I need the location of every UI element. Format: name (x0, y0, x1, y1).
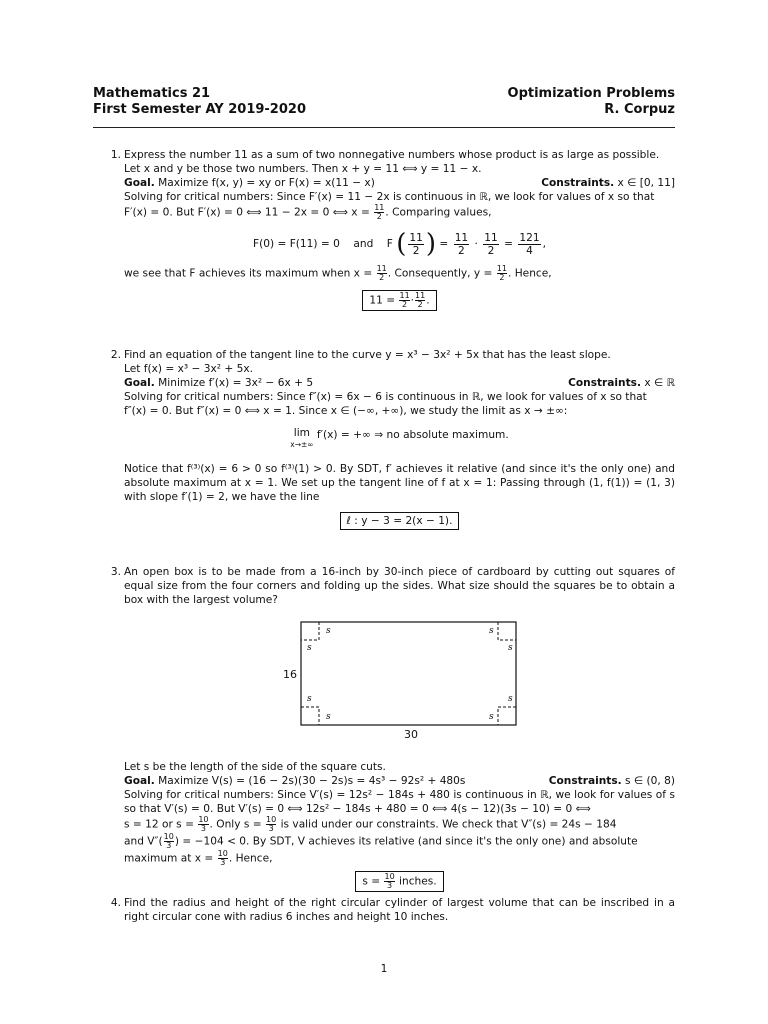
solving-line: Solving for critical numbers: Since F′(x) = 11 − 2x is continuous in ℝ, we look for values of x so that (124, 191, 655, 203)
problem-number: 3. (110, 566, 121, 578)
constraints-text: x ∈ ℝ (644, 377, 675, 389)
constraints-label: Constraints. (541, 177, 615, 189)
goal-text: Maximize V(s) = (16 − 2s)(30 − 2s)s = 4s³ − 92s² + 480s (158, 775, 466, 787)
goal-row (124, 176, 675, 190)
solving-line-3: and V″( $\frac{10}{3}$ ) = −104 < 0. By SDT, V achieves its relative (and since it's the only one) and absolute (124, 832, 638, 850)
corner-label: s (489, 626, 494, 636)
solving-text: . Comparing values, (385, 206, 492, 219)
solving-line-2 (124, 204, 675, 221)
problem-1 (107, 148, 675, 311)
solving-line: Solving for critical numbers: Since V′(s) = 12s² − 184s + 480 is continuous in ℝ, we look for values of s so that V′(s) = 0. But V′(s) = 0 ⟺ 12s² − 184s + 480 = 0 ⟺ 4(s − 12)(3s − 10) = 0 ⟺ (124, 789, 675, 815)
problem-number: 2. (110, 349, 121, 361)
problem-number: 1. (110, 149, 121, 161)
cardboard-diagram (280, 616, 540, 746)
solving-line-2: f″(x) = 0. But f″(x) = 0 ⟺ x = 1. Since x ∈ (−∞, +∞), we study the limit as x → ±∞: (124, 405, 568, 417)
display-limit: lim x→±∞ f′(x) = +∞ ⇒ no absolute maximum. (290, 427, 509, 449)
corner-label: s (307, 643, 312, 653)
notice-paragraph: Notice that f⁽³⁾(x) = 6 > 0 so f⁽³⁾(1) > 0. By SDT, f′ achieves it relative (and since it's the only one) and absolute maximum at x = 1. We set up the tangent line of f at x = 1: Passing through (1, f(1)) = (1, 3) with slope f′(1) = 2, we have the line (124, 463, 675, 503)
author: R. Corpuz (604, 102, 675, 117)
problem-statement: Express the number 11 as a sum of two nonnegative numbers whose product is as large as possible. (124, 149, 660, 161)
corner-label: s (307, 694, 312, 704)
goal-text: Minimize f′(x) = 3x² − 6x + 5 (158, 377, 314, 389)
problem-3 (107, 565, 675, 607)
problem-statement: An open box is to be made from a 16-inch by 30-inch piece of cardboard by cutting out squares of equal size from the four corners and folding up the sides. What size should the squares be to obtain a box with the largest volume? (124, 566, 675, 606)
constraints-text: x ∈ [0, 11] (617, 177, 675, 189)
goal-row (124, 376, 675, 390)
conclusion: we see that F achieves its maximum when x = $\frac{11}{2}$ . Consequently, y = $\frac{11}{2}$ . Hence, (124, 264, 552, 282)
fraction: $\frac{11}{2}$ (374, 203, 385, 221)
let-line: Let x and y be those two numbers. Then x + y = 11 ⟺ y = 11 − x. (124, 163, 482, 175)
solving-text: F′(x) = 0. But F′(x) = 0 ⟺ 11 − 2x = 0 ⟺ x = (124, 206, 370, 219)
side-label: 16 (283, 668, 297, 681)
problem-3-solution (107, 760, 675, 892)
equation-part: F(0) = F(11) = 0 (252, 238, 340, 250)
problem-2 (107, 348, 675, 530)
problem-4 (107, 896, 675, 924)
fraction: $\frac{11}{2}$ (409, 231, 423, 257)
fraction: $\frac{11}{2}$ (454, 231, 469, 257)
problem-statement: Find an equation of the tangent line to the curve y = x³ − 3x² + 5x that has the least slope. (124, 349, 611, 361)
goal-label: Goal. (124, 177, 155, 189)
solving-line-4: maximum at x = $\frac{10}{3}$ . Hence, (124, 849, 273, 867)
topic-title: Optimization Problems (507, 86, 675, 101)
corner-label: s (326, 712, 331, 722)
solving-line-2: s = 12 or s = $\frac{10}{3}$ . Only s = $\frac{10}{3}$ is valid under our constraints. We check that V″(s) = 24s − 184 (124, 815, 617, 833)
display-equation: F(0) = F(11) = 0 and F ( $\frac{11}{2}$ ) = $\frac{11}{2}$ · $\frac{11}{2}$ = $\frac{121}{4}$ , (252, 229, 546, 259)
corner-label: s (489, 712, 494, 722)
corner-label: s (508, 694, 513, 704)
equation-and: and (353, 238, 374, 250)
course-title: Mathematics 21 (93, 86, 211, 101)
goal-row (124, 774, 675, 788)
let-line: Let f(x) = x³ − 3x² + 5x. (124, 363, 254, 375)
cardboard-rect (301, 622, 516, 725)
goal-text: Maximize f(x, y) = xy or F(x) = x(11 − x) (158, 177, 375, 189)
constraints-label: Constraints. (568, 377, 641, 389)
let-line: Let s be the length of the side of the square cuts. (124, 761, 386, 773)
answer-box: ℓ : y − 3 = 2(x − 1). (124, 512, 675, 530)
goal-label: Goal. (124, 377, 155, 389)
header-rule (93, 127, 675, 128)
solving-line: Solving for critical numbers: Since f″(x) = 6x − 6 is continuous in ℝ, we look for values of x so that (124, 391, 647, 403)
corner-label: s (508, 643, 513, 653)
constraints-text: s ∈ (0, 8) (625, 775, 675, 787)
equation-part: F (386, 238, 393, 250)
fraction: $\frac{11}{2}$ (484, 231, 498, 257)
fraction: $\frac{121}{4}$ (519, 231, 540, 257)
bottom-label: 30 (404, 728, 418, 741)
page-header (93, 86, 675, 118)
term: First Semester AY 2019-2020 (93, 102, 306, 117)
problem-number: 4. (110, 897, 121, 909)
corner-cuts (301, 622, 516, 725)
answer-box: 11 = $\frac{11}{2}$ · $\frac{11}{2}$ . (124, 290, 675, 311)
problem-statement: Find the radius and height of the right circular cylinder of largest volume that can be inscribed in a right circular cone with radius 6 inches and height 10 inches. (124, 897, 675, 923)
answer-box: s = $\frac{10}{3}$ inches. (124, 871, 675, 892)
page-number: 1 (380, 963, 388, 975)
corner-label: s (326, 626, 331, 636)
goal-label: Goal. (124, 775, 155, 787)
constraints-label: Constraints. (548, 775, 622, 787)
